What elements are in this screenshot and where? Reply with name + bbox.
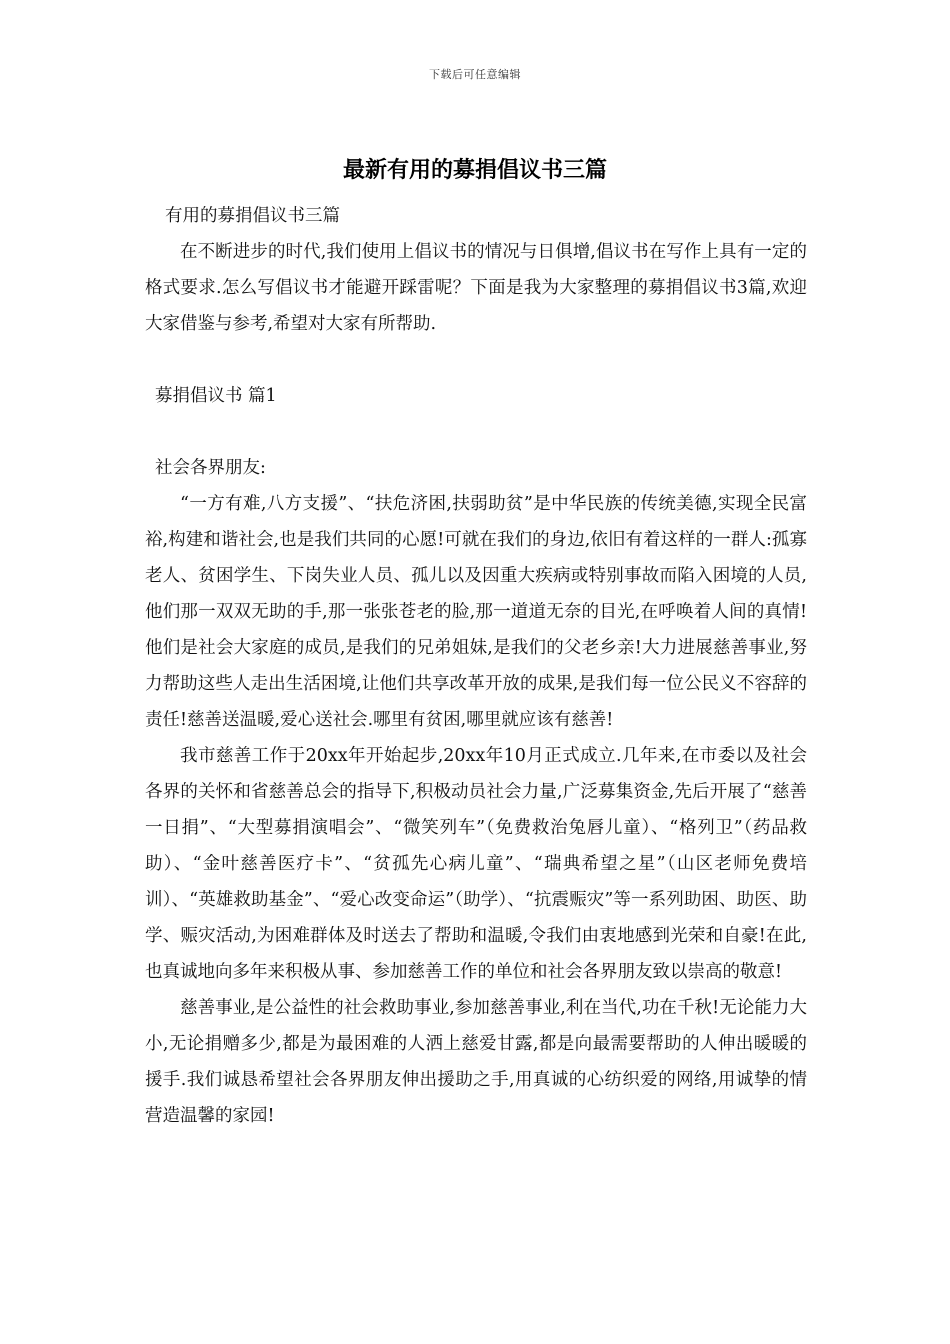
section-heading: 募捐倡议书 篇1 <box>155 386 277 406</box>
page-header-note: 下载后可任意编辑 <box>429 68 521 81</box>
body-paragraph: 慈善事业,是公益性的社会救助事业,参加慈善事业,利在当代,功在千秋!无论能力大小,无论捐赠多少,都是为最困难的人洒上慈爱甘露,都是向最需要帮助的人伸出暖暖的援手.我们诚恳希望社会各界朋友伸出援助之手,用真诚的心纺织爱的网络,用诚挚的情营造温馨的家园! <box>145 998 807 1126</box>
document-title: 最新有用的募捐倡议书三篇 <box>342 158 607 183</box>
intro-paragraph: 在不断进步的时代,我们使用上倡议书的情况与日俱增,倡议书在写作上具有一定的格式要求.怎么写倡议书才能避开踩雷呢？下面是我为大家整理的募捐倡议书3篇,欢迎大家借鉴与参考,希望对大家有所帮助. <box>145 242 807 334</box>
spacer <box>145 414 807 450</box>
body-paragraph: “一方有难,八方支援”、“扶危济困,扶弱助贫”是中华民族的传统美德,实现全民富裕,构建和谐社会,也是我们共同的心愿!可就在我们的身边,依旧有着这样的一群人:孤寡老人、贫困学生、下岗失业人员、孤儿以及因重大疾病或特别事故而陷入困境的人员,他们那一双双无助的手,那一张张苍老的脸,那一道道无奈的目光,在呼唤着人间的真情!他们是社会大家庭的成员,是我们的兄弟姐妹,是我们的父老乡亲!大力进展慈善事业,努力帮助这些人走出生活困境,让他们共享改革开放的成果,是我们每一位公民义不容辞的责任!慈善送温暖,爱心送社会.哪里有贫困,哪里就应该有慈善! <box>145 494 807 730</box>
document-body <box>145 198 807 1134</box>
spacer <box>145 342 807 378</box>
body-paragraph: 我市慈善工作于20xx年开始起步,20xx年10月正式成立.几年来,在市委以及社会各界的关怀和省慈善总会的指导下,积极动员社会力量,广泛募集资金,先后开展了“慈善一日捐”、“大型募捐演唱会”、“微笑列车”（免费救治兔唇儿童）、“格列卫”（药品救助）、“金叶慈善医疗卡”、“贫孤先心病儿童”、“瑞典希望之星”（山区老师免费培训）、“英雄救助基金”、“爱心改变命运”（助学）、“抗震赈灾”等一系列助困、助医、助学、赈灾活动,为困难群体及时送去了帮助和温暖,令我们由衷地感到光荣和自豪!在此,也真诚地向多年来积极从事、参加慈善工作的单位和社会各界朋友致以崇高的敬意! <box>145 746 807 982</box>
document-subtitle: 有用的募捐倡议书三篇 <box>165 206 340 226</box>
salutation: 社会各界朋友: <box>155 458 266 478</box>
